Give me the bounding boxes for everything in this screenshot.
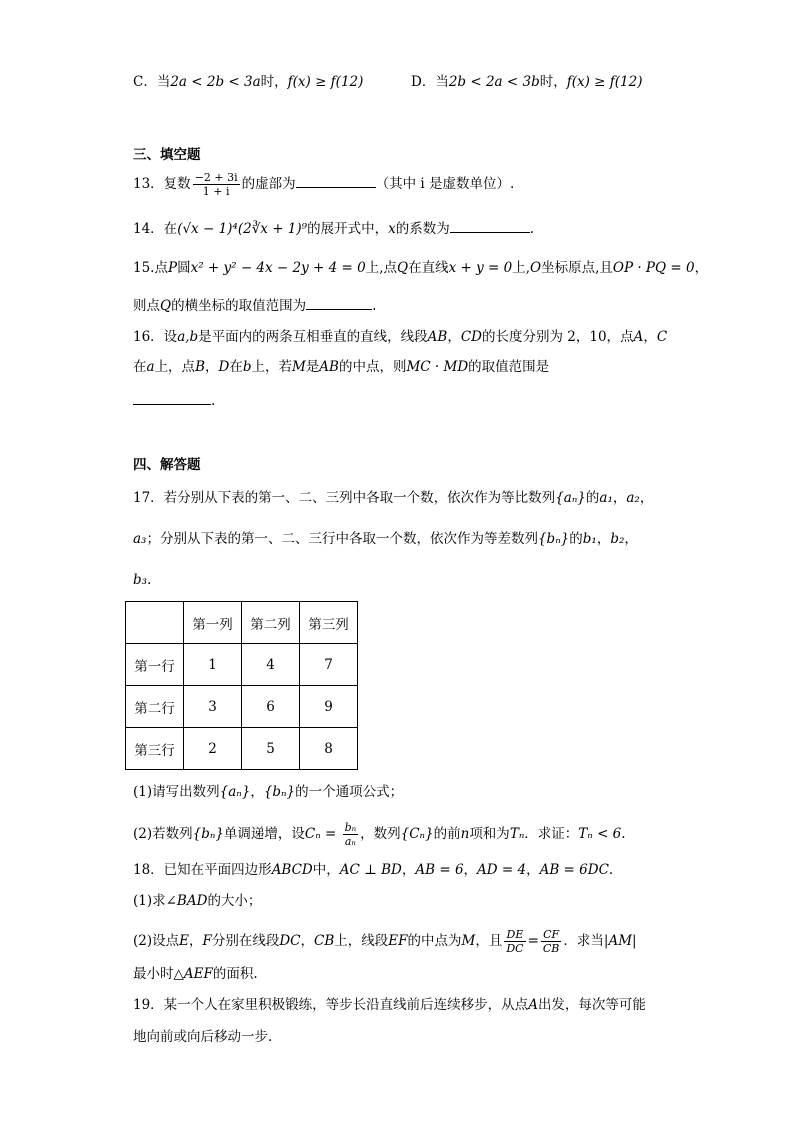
q18-2-sep-1: ， [188, 933, 203, 949]
table-cell: 2 [184, 728, 242, 770]
table-header-cell: 第一列 [184, 602, 242, 644]
q18-2-num-1: DE [504, 928, 525, 942]
q17-2-sequence-c: {Cₙ} [400, 826, 434, 842]
table-cell: 1 [184, 644, 242, 686]
table-row [126, 644, 358, 686]
q16-dot-product: MC · MD [406, 359, 469, 375]
q17-2-end: . [621, 826, 626, 842]
q13-suffix: （其中 i 是虚数单位）. [375, 176, 515, 192]
option-d-expression: f(x) ≥ f(12) [566, 74, 643, 90]
q15-prefix: 15.点 [133, 260, 168, 276]
table-cell: 7 [300, 644, 358, 686]
question-16-line2 [133, 357, 549, 377]
q16-point-d: D [218, 359, 230, 375]
q17-sep-4: ， [624, 531, 638, 547]
q17-a1: a₁ [599, 490, 613, 506]
option-d-condition: 2b < 2a < 3b [448, 74, 540, 90]
q13-fraction [193, 171, 240, 198]
q17-2-sequence-b: {bₙ} [192, 826, 224, 842]
q18-quadrilateral: ABCD [271, 862, 313, 878]
table-cell: 第二行 [126, 686, 184, 728]
q18-1-angle: ∠BAD [165, 893, 208, 909]
table-cell: 第三行 [126, 728, 184, 770]
q15-answer-blank[interactable] [306, 295, 372, 310]
q18-2-text-d: ，且 [475, 933, 503, 949]
q14-end: . [529, 221, 534, 237]
q18-comma-3: ， [526, 862, 540, 878]
q18-2-triangle: △AEF [173, 966, 213, 982]
q18-2-den-2: CB [542, 942, 560, 955]
table-cell: 6 [242, 686, 300, 728]
table-row [126, 686, 358, 728]
option-c-label: C．当 [133, 74, 171, 90]
q16-segment-ab-2: AB [319, 359, 339, 375]
section3-title: 三、填空题 [133, 147, 201, 163]
q16-segment-cd: CD [460, 329, 482, 345]
q19-prefix: 19．某一个人在家里积极锻练，等步长沿直线前后连续移步，从点 [133, 997, 529, 1013]
q17-2-n: n [460, 826, 470, 842]
q18-comma-1: ， [401, 862, 416, 878]
q18-vector-relation: AB = 6DC [539, 862, 609, 878]
q16-end: . [211, 393, 216, 409]
q18-2-sep-2: ， [300, 933, 315, 949]
q18-perpendicular: AC ⊥ BD [339, 862, 402, 878]
table-header-cell: 第三列 [300, 602, 358, 644]
q17-sep-2: ， [639, 490, 654, 506]
q16-comma-1: ， [447, 329, 461, 345]
table-header-cell: 第二列 [242, 602, 300, 644]
question-17-line3 [133, 570, 151, 590]
q18-2-fraction-2 [541, 928, 562, 955]
question-16-line1 [133, 327, 667, 347]
q17-2-text-a: 单调递增，设 [223, 826, 305, 842]
q18-2-text-b: 上，线段 [334, 933, 389, 949]
q17-2-cn: Cₙ = [304, 826, 341, 842]
question-17-part1 [133, 782, 403, 802]
q18-2-point-m: M [461, 933, 476, 949]
q18-2-text-c: 的中点为 [407, 933, 462, 949]
q16-text-c: 的长度分别为 2，10，点 [482, 329, 634, 345]
q16-point-b: B [195, 359, 205, 375]
q17-b2: b₂ [610, 531, 625, 547]
q17-2-inequality: Tₙ < 6 [578, 826, 622, 842]
q15-line2-prefix: 则点 [133, 298, 160, 314]
table-cell: 9 [300, 686, 358, 728]
q18-2-point-e: E [179, 933, 189, 949]
q18-2-den-1: DC [506, 942, 524, 955]
table-cell: 3 [184, 686, 242, 728]
q16-segment-ab: AB [427, 329, 448, 345]
question-13 [133, 171, 514, 198]
q14-prefix: 14．在 [133, 221, 178, 237]
table-cell: 4 [242, 644, 300, 686]
q17-2-fraction [343, 821, 359, 848]
q17-sep-3: ， [596, 531, 611, 547]
q15-point-q-2: Q [160, 298, 172, 314]
question-18-part2-line2 [133, 964, 258, 984]
q18-1-prefix: (1)求 [133, 893, 166, 909]
q18-2-am: |AM| [603, 933, 637, 949]
q14-variable: x [388, 221, 396, 237]
option-d-mid: 时， [539, 74, 567, 90]
q16-line2-b: 上，点 [154, 359, 196, 375]
question-19-line1 [133, 995, 646, 1015]
q18-ad-length: AD = 4 [477, 862, 527, 878]
q15-dot-product: OP · PQ = 0 [612, 260, 695, 276]
q13-mid: 的虚部为 [241, 176, 296, 192]
q18-ab-length: AB = 6 [415, 862, 464, 878]
q16-line-b: b [242, 359, 252, 375]
q17-1-sep: ， [250, 784, 264, 800]
option-d-label: D．当 [411, 74, 449, 90]
q19-text-1: 出发，每次等可能 [537, 997, 646, 1013]
q18-2-segment-cb: CB [314, 933, 335, 949]
q16-line2-e: 是 [305, 359, 320, 375]
q16-text-b: 是平面内的两条互相垂直的直线，线段 [198, 329, 428, 345]
q14-mid: 的展开式中， [307, 221, 389, 237]
q16-comma-3: ， [204, 359, 219, 375]
q16-line2-g: 的取值范围是 [468, 359, 550, 375]
q18-end: . [608, 862, 614, 878]
question-17-line2 [133, 529, 638, 549]
q14-post: 的系数为 [395, 221, 450, 237]
option-c-mid: 时， [260, 74, 288, 90]
q15-line-equation: x + y = 0 [448, 260, 513, 276]
number-table [125, 601, 358, 770]
q17-b1: b₁ [582, 531, 597, 547]
q18-prefix: 18．已知在平面四边形 [133, 862, 272, 878]
q18-2-fraction-1 [504, 928, 525, 955]
q17-1-suffix: 的一个通项公式； [295, 784, 404, 800]
q17-2-text-b: ，数列 [360, 826, 401, 842]
option-c [133, 72, 363, 92]
option-d [411, 72, 642, 92]
q16-lines-ab: a,b [177, 329, 199, 345]
option-c-expression: f(x) ≥ f(12) [287, 74, 364, 90]
question-16-line3 [133, 390, 215, 411]
q15-text-c: 在直线 [408, 260, 449, 276]
q15-point-p: P [167, 260, 178, 276]
q17-text-1b: 的 [585, 490, 600, 506]
q13-prefix: 13．复数 [133, 176, 191, 192]
q17-2-text-c: 的前 [433, 826, 461, 842]
q18-2-num-2: CF [541, 928, 562, 942]
q13-answer-blank[interactable] [296, 173, 376, 188]
q18-2-text-e: ．求当 [563, 933, 604, 949]
q15-circle-equation: x² + y² − 4x − 2y + 4 = 0 [190, 260, 366, 276]
q16-point-a: A [633, 329, 644, 345]
q13-numerator: −2 + 3i [194, 171, 238, 184]
q15-text-b: 上,点 [365, 260, 398, 276]
q16-line2-a: 在 [133, 359, 147, 375]
q17-text-2c: 的 [569, 531, 583, 547]
q17-b3: b₃ [133, 572, 148, 588]
q18-2-text-a: 分别在线段 [211, 933, 280, 949]
q18-2-segment-ef: EF [388, 933, 408, 949]
question-18-part1 [133, 891, 261, 911]
question-17-part2 [133, 821, 626, 848]
q17-2-text-d: 项和为 [469, 826, 510, 842]
q17-text-1: 17．若分别从下表的第一、二、三列中各取一个数，依次作为等比数列 [133, 490, 556, 506]
q17-sep-1: ， [612, 490, 627, 506]
question-18-part2-line1 [133, 928, 637, 955]
q17-1-prefix: (1)请写出数列 [133, 784, 220, 800]
q15-line2-end: . [372, 298, 377, 314]
table-header-cell [126, 602, 184, 644]
q15-text-d: 上, [512, 260, 531, 276]
q16-line2-d: 上，若 [251, 359, 292, 375]
q13-denominator: 1 + i [202, 185, 230, 198]
q14-answer-blank[interactable] [450, 218, 530, 233]
question-14 [133, 218, 534, 239]
question-15-line1 [133, 258, 708, 278]
q16-line2-c: 在 [229, 359, 243, 375]
question-19-line2: 地向前或向后移动一步. [133, 1029, 273, 1045]
option-c-condition: 2a < 2b < 3a [170, 74, 261, 90]
q17-2-text-e: ．求证： [524, 826, 579, 842]
q16-comma-2: ， [643, 329, 657, 345]
q17-sequence-a: {aₙ} [555, 490, 586, 506]
q17-2-numerator: bₙ [344, 821, 357, 834]
q17-sequence-b: {bₙ} [537, 531, 570, 547]
q18-2-equals: = [527, 933, 539, 949]
q18-2-line2-b: 的面积. [212, 966, 258, 982]
q18-comma-2: ， [463, 862, 478, 878]
q19-point-a: A [528, 997, 538, 1013]
q18-2-point-f: F [202, 933, 212, 949]
q16-answer-blank[interactable] [133, 390, 211, 405]
q16-line2-f: 的中点，则 [338, 359, 407, 375]
q17-1-sequence-b: {bₙ} [263, 784, 296, 800]
q15-line2-text: 的横坐标的取值范围为 [171, 298, 307, 314]
q15-text-e: 坐标原点,且 [541, 260, 613, 276]
q18-1-suffix: 的大小； [207, 893, 262, 909]
q17-end: . [147, 572, 152, 588]
q17-2-prefix: (2)若数列 [133, 826, 193, 842]
section4-title: 四、解答题 [133, 457, 201, 473]
q15-text-end: ， [694, 260, 709, 276]
q18-2-prefix: (2)设点 [133, 933, 180, 949]
table-row [126, 728, 358, 770]
q18-2-segment-dc: DC [279, 933, 301, 949]
table-header-row [126, 602, 358, 644]
q16-point-c: C [656, 329, 668, 345]
table-cell: 5 [242, 728, 300, 770]
q16-prefix: 16．设 [133, 329, 178, 345]
q17-1-sequence-a: {aₙ} [219, 784, 251, 800]
table-cell: 8 [300, 728, 358, 770]
q18-2-line2-a: 最小时 [133, 966, 174, 982]
question-18 [133, 860, 613, 880]
q17-2-tn: Tₙ [509, 826, 525, 842]
q17-a2: a₂ [626, 490, 640, 506]
q15-origin: O [530, 260, 542, 276]
q17-a3: a₃ [133, 531, 147, 547]
table-cell: 第一行 [126, 644, 184, 686]
q14-expression: (√x − 1)⁴(2∛x + 1)⁹ [177, 221, 308, 237]
q15-point-q: Q [397, 260, 409, 276]
q17-2-denominator: aₙ [344, 835, 356, 848]
q18-text-a: 中， [312, 862, 340, 878]
q16-point-m: M [291, 359, 306, 375]
q16-line-a: a [146, 359, 155, 375]
q15-text-a: 圆 [177, 260, 191, 276]
question-17-line1 [133, 488, 653, 508]
q17-text-2: ；分别从下表的第一、二、三行中各取一个数，依次作为等差数列 [146, 531, 538, 547]
question-15-line2 [133, 295, 376, 316]
